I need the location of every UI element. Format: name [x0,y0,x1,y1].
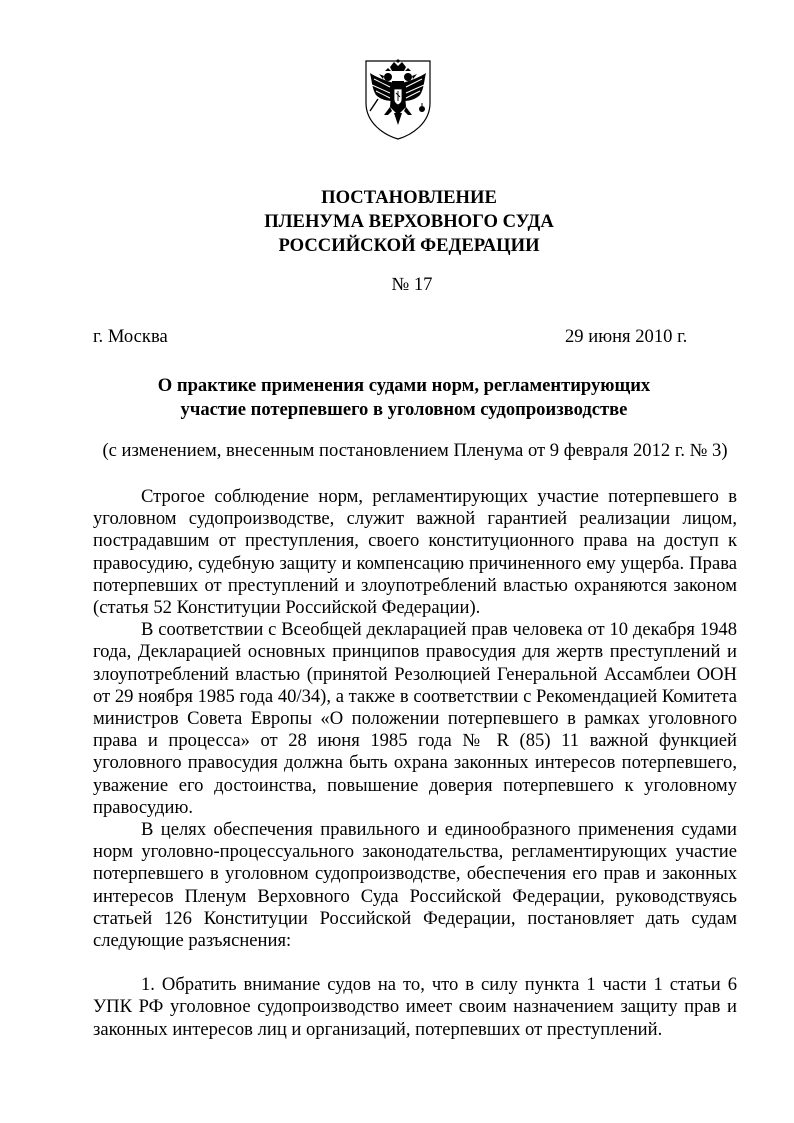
resolution-title [0,186,794,258]
resolution-subject [0,374,794,422]
title-line: РОССИЙСКОЙ ФЕДЕРАЦИИ [278,235,540,256]
paragraph-item-1: 1. Обратить внимание судов на то, что в силу пункта 1 части 1 статьи 6 УПК РФ уголовное судопроизводство имеет своим назначением защиту прав и законных интересов лиц и организаций, потерпевших от преступлений. [93,974,737,1040]
place-of-issue: г. Москва [93,326,168,347]
russian-coat-of-arms-icon [360,55,436,141]
resolution-number: № 17 [391,274,433,295]
date-of-issue: 29 июня 2010 г. [565,326,688,347]
paragraph-intro: Строгое соблюдение норм, регламентирующих участие потерпевшего в уголовном судопроизводстве, служит важной гарантией реализации лицом, пострадавшим от преступления, своего конституционного права на доступ к правосудию, судебную защиту и компенсацию причиненного ему ущерба. Права потерпевших от преступлений и злоупотреблений властью охраняются законом (статья 52 Конституции Российской Федерации). [93,486,737,619]
document-body [93,486,737,1041]
title-line: ПОСТАНОВЛЕНИЕ [321,187,497,208]
paragraph-purpose: В целях обеспечения правильного и единообразного применения судами норм уголовно-процессуального законодательства, регламентирующих участие потерпевшего в уголовном судопроизводстве, обеспечения его прав и законных интересов Пленум Верховного Суда Российской Федерации, руководствуясь статьей 126 Конституции Российской Федерации, постановляет дать судам следующие разъяснения: [93,819,737,952]
paragraph-international-law: В соответствии с Всеобщей декларацией прав человека от 10 декабря 1948 года, Декларацией основных принципов правосудия для жертв преступлений и злоупотреблений властью (принятой Резолюцией Генеральной Ассамблеи ООН от 29 ноября 1985 года 40/34), а также в соответствии с Рекомендацией Комитета министров Совета Европы «О положении потерпевшего в рамках уголовного права и процесса» от 28 июня 1985 года № R (85) 11 важной функцией уголовного правосудия должна быть охрана законных интересов потерпевшего, уважение его достоинства, повышение доверия потерпевшего к уголовному правосудию. [93,619,737,818]
amendment-note: (с изменением, внесенным постановлением Пленума от 9 февраля 2012 г. № 3) [102,440,728,461]
subject-line: О практике применения судами норм, регламентирующих [157,375,651,396]
title-line: ПЛЕНУМА ВЕРХОВНОГО СУДА [264,211,554,232]
subject-line: участие потерпевшего в уголовном судопроизводстве [180,399,628,420]
